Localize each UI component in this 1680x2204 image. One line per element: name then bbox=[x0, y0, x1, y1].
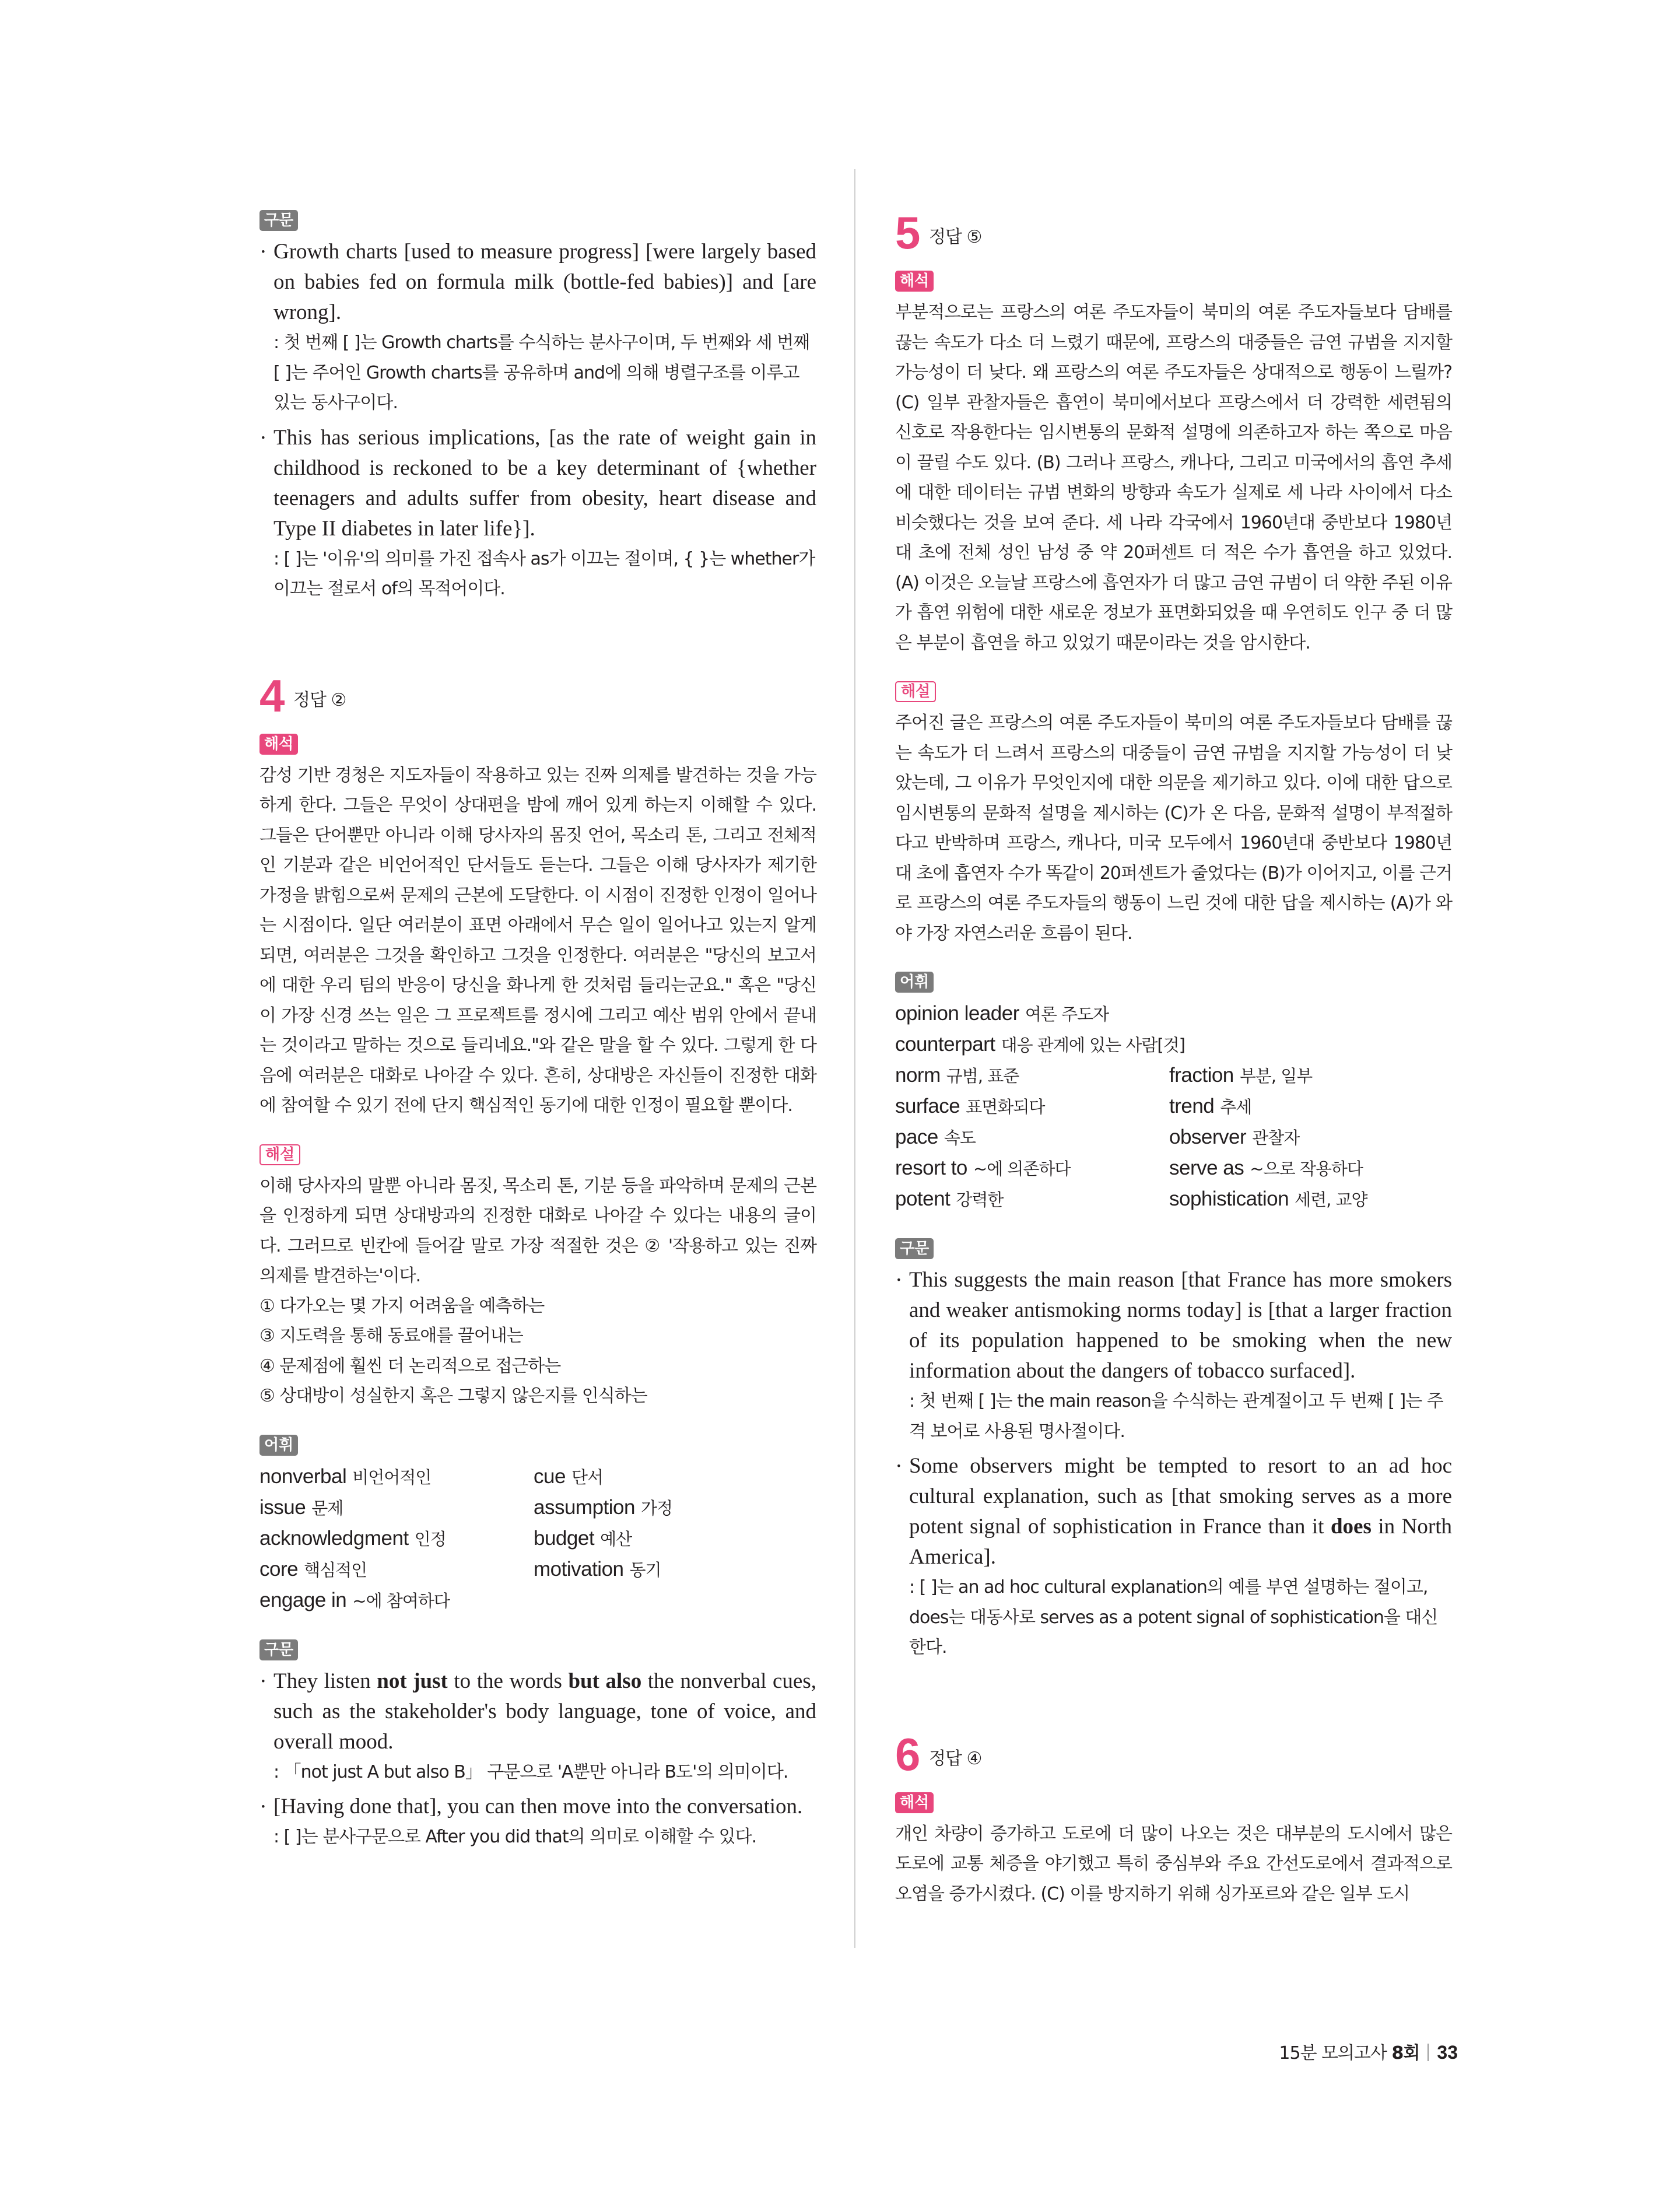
bullet-icon: · bbox=[259, 1795, 267, 1819]
bullet-icon: · bbox=[259, 425, 267, 450]
bullet-icon: · bbox=[895, 1268, 903, 1292]
vocab-item: motivation 동기 bbox=[534, 1557, 661, 1581]
explanation-tag: 해설 bbox=[259, 1144, 300, 1165]
vocab-item: opinion leader 여론 주도자 bbox=[895, 1002, 1109, 1025]
bullet-icon: · bbox=[895, 1454, 903, 1478]
vocab-item: nonverbal 비언어적인 bbox=[259, 1464, 432, 1488]
syntax-item bbox=[259, 1792, 816, 1822]
syntax-item bbox=[259, 1666, 816, 1757]
syntax-sentence: This has serious implications, [as the rate of weight gain in childhood is reckoned to be a key determinant of {whether teenagers and adults suffer from obesity, heart disease and Type II diabetes in later life}]. bbox=[273, 425, 816, 541]
syntax-note: : [ ]는 분사구문으로 After you did that의 의미로 이해할 수 있다. bbox=[273, 1827, 757, 1847]
syntax-item bbox=[259, 423, 816, 544]
footer-title: 15분 모의고사 8회 bbox=[1279, 2043, 1420, 2063]
vocab-item: norm 규범, 표준 bbox=[895, 1064, 1019, 1087]
syntax-note: : [ ]는 an ad hoc cultural explanation의 예를 부연 설명하는 절이고, does는 대동사로 serves as a potent signal of sophistication을 대신한다. bbox=[909, 1577, 1438, 1658]
syntax-sentence: This suggests the main reason [that France has more smokers and weaker antismoking norms today] is [that a larger fraction of its population happened to be smoking when the new information about the dangers of tobacco surfaced]. bbox=[909, 1268, 1452, 1383]
vocabulary-tag: 어휘 bbox=[259, 1435, 298, 1456]
page-footer bbox=[1265, 2038, 1458, 2068]
syntax-sentence: [Having done that], you can then move into the conversation. bbox=[273, 1795, 803, 1818]
syntax-note: : 첫 번째 [ ]는 the main reason을 수식하는 관계절이고 두 번째 [ ]는 주격 보어로 사용된 명사절이다. bbox=[909, 1391, 1443, 1442]
translation-text: 개인 차량이 증가하고 도로에 더 많이 나오는 것은 대부분의 도시에서 많은 도로에 교통 체증을 야기했고 특히 중심부와 주요 간선도로에서 결과적으로 오염을 증가시켰다. (C) 이를 방지하기 위해 싱가포르와 같은 일부 도시 bbox=[895, 1823, 1452, 1904]
explanation-text: 이해 당사자의 말뿐 아니라 몸짓, 목소리 톤, 기분 등을 파악하며 문제의 근본을 인정하게 되면 상대방과의 진정한 대화로 나아갈 수 있다는 내용의 글이다. 그러므로 빈칸에 들어갈 말로 가장 적절한 것은 ② '작용하고 있는 진짜 의제를 발견하는'이다. bbox=[259, 1175, 816, 1286]
left-column bbox=[259, 210, 816, 1857]
vocab-item: observer 관찰자 bbox=[1169, 1126, 1300, 1148]
vocab-item: trend 추세 bbox=[1169, 1095, 1252, 1117]
answer-label: 정답 ⑤ bbox=[929, 227, 982, 247]
translation-tag: 해석 bbox=[259, 734, 298, 755]
explanation-text: 주어진 글은 프랑스의 여론 주도자들이 북미의 여론 주도자들보다 담배를 끊는 속도가 더 느려서 프랑스의 대중들이 금연 규범을 지지할 가능성이 더 낮았는데, 그 이유가 무엇인지에 대한 의문을 제기하고 있다. 이에 대한 답으로 임시변통의 문화적 설명을 제시하는 (C)가 온 다음, 문화적 설명이 부적절하다고 반박하며 프랑스, 캐나다, 미국 모두에서 1960년대 중반보다 1980년대 초에 흡연자 수가 똑같이 20퍼센트가 줄었다는 (B)가 이어지고, 이를 근거로 프랑스의 여론 주도자들의 행동이 느린 것에 대한 답을 제시하는 (A)가 와야 가장 자연스러운 흐름이 된다. bbox=[895, 713, 1452, 944]
question-number: 5 bbox=[895, 207, 921, 258]
vocab-item: surface 표면화되다 bbox=[895, 1095, 1045, 1117]
syntax-sentence: Some observers might be tempted to resort to an ad hoc cultural explanation, such as [that smoking serves as a more potent signal of sophistication in France than it does in North America]. bbox=[909, 1454, 1453, 1569]
answer-label: 정답 ④ bbox=[929, 1748, 982, 1769]
question-number: 6 bbox=[895, 1728, 921, 1780]
vocab-item: fraction 부분, 일부 bbox=[1169, 1064, 1313, 1087]
syntax-tag: 구문 bbox=[259, 1639, 298, 1660]
translation-tag: 해석 bbox=[895, 271, 934, 292]
option-3: ③ 지도력을 통해 동료애를 끌어내는 bbox=[259, 1326, 523, 1346]
syntax-note: : [ ]는 '이유'의 의미를 가진 접속사 as가 이끄는 절이며, { }는 whether가 이끄는 절로서 of의 목적어이다. bbox=[273, 548, 815, 599]
option-1: ① 다가오는 몇 가지 어려움을 예측하는 bbox=[259, 1295, 545, 1316]
answer-label: 정답 ② bbox=[293, 689, 346, 710]
syntax-item bbox=[895, 1451, 1452, 1572]
answer-header-6 bbox=[895, 1728, 1452, 1780]
vocab-item: resort to ~에 의존하다 bbox=[895, 1157, 1071, 1179]
syntax-tag: 구문 bbox=[895, 1238, 934, 1259]
syntax-note: : 첫 번째 [ ]는 Growth charts를 수식하는 분사구이며, 두 번째와 세 번째 [ ]는 주어인 Growth charts를 공유하며 and에 의해 병렬구조를 이루고 있는 동사구이다. bbox=[273, 332, 810, 413]
vocab-item: counterpart 대응 관계에 있는 사람[것] bbox=[895, 1033, 1185, 1056]
vocab-item: cue 단서 bbox=[534, 1464, 603, 1488]
option-5: ⑤ 상대방이 성실한지 혹은 그렇지 않은지를 인식하는 bbox=[259, 1386, 647, 1406]
option-4: ④ 문제점에 훨씬 더 논리적으로 접근하는 bbox=[259, 1355, 561, 1376]
vocab-item: engage in ~에 참여하다 bbox=[259, 1588, 450, 1611]
syntax-tag: 구문 bbox=[259, 210, 298, 231]
vocab-item: pace 속도 bbox=[895, 1126, 976, 1148]
syntax-note: : 「not just A but also B」 구문으로 'A뿐만 아니라 B도'의 의미이다. bbox=[273, 1761, 788, 1782]
bullet-icon: · bbox=[259, 1669, 267, 1694]
vocabulary-tag: 어휘 bbox=[895, 972, 934, 993]
question-number: 4 bbox=[259, 670, 285, 721]
column-divider bbox=[854, 169, 855, 1948]
page-number: 33 bbox=[1437, 2042, 1458, 2063]
right-column bbox=[895, 207, 1453, 1909]
translation-tag: 해석 bbox=[895, 1792, 934, 1813]
vocab-item: serve as ~으로 작용하다 bbox=[1169, 1157, 1363, 1179]
vocab-item: budget 예산 bbox=[534, 1526, 632, 1550]
bullet-icon: · bbox=[259, 240, 267, 264]
explanation-tag: 해설 bbox=[895, 681, 936, 702]
footer-divider bbox=[1428, 2044, 1429, 2061]
vocab-item: core 핵심적인 bbox=[259, 1557, 367, 1581]
vocab-item: issue 문제 bbox=[259, 1495, 343, 1519]
vocab-item: sophistication 세련, 교양 bbox=[1169, 1187, 1367, 1210]
syntax-sentence: Growth charts [used to measure progress] [were largely based on babies fed on formula milk (bottle-fed babies)] and [are wrong]. bbox=[273, 240, 816, 324]
vocab-item: potent 강력한 bbox=[895, 1187, 1004, 1210]
syntax-sentence: They listen not just to the words but also the nonverbal cues, such as the stakeholder's body language, tone of voice, and overall mood. bbox=[273, 1669, 816, 1754]
syntax-item bbox=[895, 1265, 1452, 1386]
answer-header-4 bbox=[259, 670, 816, 721]
vocabulary-list bbox=[259, 1462, 816, 1616]
vocabulary-list bbox=[895, 998, 1452, 1215]
translation-text: 부분적으로는 프랑스의 여론 주도자들이 북미의 여론 주도자들보다 담배를 끊는 속도가 다소 더 느렸기 때문에, 프랑스의 대중들은 금연 규범을 지지할 가능성이 더 낮다. 왜 프랑스의 여론 주도자들은 상대적으로 행동이 느릴까? (C) 일부 관찰자들은 흡연이 북미에서보다 프랑스에서 더 강력한 세련됨의 신호로 작용한다는 임시변통의 문화적 설명에 의존하고자 하는 쪽으로 마음이 끌릴 수도 있다. (B) 그러나 프랑스, 캐나다, 그리고 미국에서의 흡연 추세에 대한 데이터는 규범 변화의 방향과 속도가 실제로 세 나라 사이에서 다소 비슷했다는 것을 보여 준다. 세 나라 각국에서 1960년대 중반보다 1980년대 초에 전체 성인 남성 중 약 20퍼센트 더 적은 수가 흡연을 하고 있었다. (A) 이것은 오늘날 프랑스에 흡연자가 더 많고 금연 규범이 더 약한 주된 이유가 흡연 위험에 대한 새로운 정보가 표면화되었을 때 우연히도 인구 중 더 많은 부분이 흡연을 하고 있었기 때문이라는 것을 암시한다. bbox=[895, 302, 1452, 653]
vocab-item: acknowledgment 인정 bbox=[259, 1526, 446, 1550]
answer-header-5 bbox=[895, 207, 1452, 258]
vocab-item: assumption 가정 bbox=[534, 1495, 673, 1519]
syntax-item bbox=[259, 237, 816, 328]
translation-text: 감성 기반 경청은 지도자들이 작용하고 있는 진짜 의제를 발견하는 것을 가능하게 한다. 그들은 무엇이 상대편을 밤에 깨어 있게 하는지 이해할 수 있다. 그들은 단어뿐만 아니라 이해 당사자의 몸짓 언어, 목소리 톤, 그리고 전체적인 기분과 같은 비언어적인 단서들도 듣는다. 그들은 이해 당사자가 제기한 가정을 밝힘으로써 문제의 근본에 도달한다. 이 시점이 진정한 인정이 일어나는 시점이다. 일단 여러분이 표면 아래에서 무슨 일이 일어나고 있는지 알게 되면, 여러분은 그것을 확인하고 그것을 인정한다. 여러분은 "당신의 보고서에 대한 우리 팀의 반응이 당신을 화나게 한 것처럼 들리는군요." 혹은 "당신이 가장 신경 쓰는 일은 그 프로젝트를 정시에 그리고 예산 범위 안에서 끝내는 것이라고 말하는 것으로 들리네요."와 같은 말을 할 수 있다. 그렇게 한 다음에 여러분은 대화로 나아갈 수 있다. 흔히, 상대방은 자신들이 진정한 대화에 참여할 수 있기 전에 단지 핵심적인 동기에 대한 인정이 필요할 뿐이다. bbox=[259, 765, 816, 1116]
